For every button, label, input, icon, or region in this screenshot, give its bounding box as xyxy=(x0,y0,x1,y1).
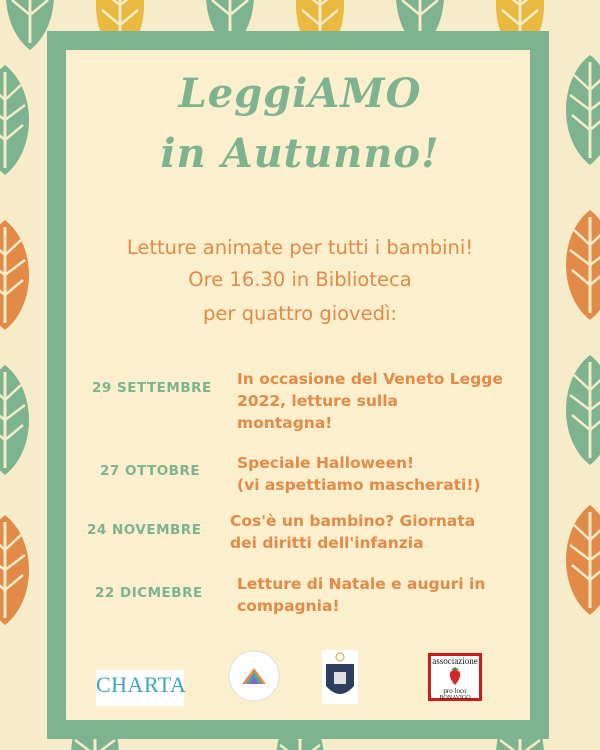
event-description-line: Letture di Natale e auguri in xyxy=(237,575,486,593)
strawberry-icon xyxy=(445,666,465,686)
municipal-crest-icon xyxy=(322,650,358,704)
event-description-line: 2022, letture sulla xyxy=(237,392,399,410)
proloco-logo-mid-text: pro loco xyxy=(443,687,467,695)
event-description xyxy=(237,368,503,434)
event-description xyxy=(237,452,481,496)
subtitle-line2: Ore 16.30 in Biblioteca xyxy=(188,268,412,291)
event-description-line: compagnia! xyxy=(237,597,340,615)
subtitle-line3: per quattro giovedì: xyxy=(203,302,397,325)
event-date: 29 SETTEMBRE xyxy=(92,380,212,396)
library-logo xyxy=(228,650,280,702)
event-description-line: dei diritti dell'infanzia xyxy=(230,534,424,552)
event-description-line: Speciale Halloween! xyxy=(237,454,415,472)
title-line1: LeggiAMO xyxy=(178,70,422,117)
proloco-logo xyxy=(428,653,482,701)
event-description-line: montagna! xyxy=(237,414,333,432)
event-description xyxy=(237,573,485,617)
charta-logo xyxy=(96,670,187,706)
title-line2: in Autunno! xyxy=(160,130,440,177)
proloco-logo-top-text: associazione xyxy=(432,656,478,666)
event-date: 27 OTTOBRE xyxy=(100,463,201,479)
event-description xyxy=(230,510,475,554)
event-date: 24 NOVEMBRE xyxy=(87,522,202,538)
event-description-line: Cos'è un bambino? Giornata xyxy=(230,512,476,530)
event-description-line: (vi aspettiamo mascherati!) xyxy=(237,476,481,494)
event-description-line: In occasione del Veneto Legge xyxy=(237,370,503,388)
event-date: 22 DICMEBRE xyxy=(95,585,203,601)
proloco-logo-bottom-text: BONAVIGO xyxy=(439,695,471,701)
charta-logo-text: CHARTA xyxy=(96,672,187,697)
subtitle-line1: Letture animate per tutti i bambini! xyxy=(126,236,474,259)
